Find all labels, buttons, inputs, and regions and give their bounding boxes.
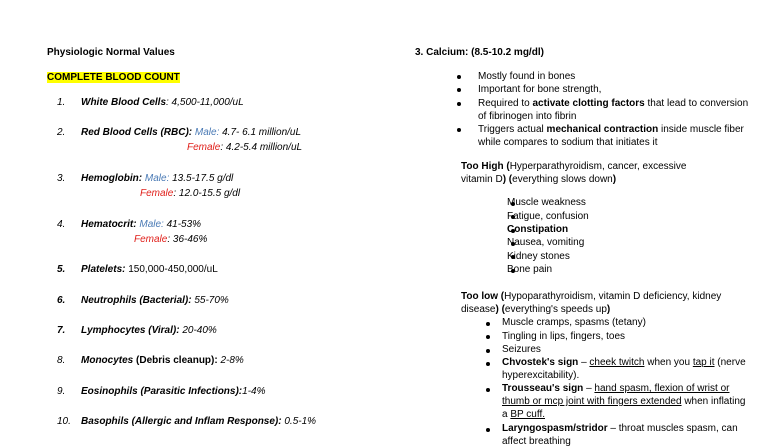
bullet-icon (486, 322, 490, 326)
item-3-number: 3. (57, 173, 66, 184)
symptom-chvostek-line-2: hyperexcitability). (502, 370, 580, 381)
too-high-causes: Hyperparathyroidism, cancer, excessive (509, 161, 687, 172)
intro-bullet-3 (478, 98, 748, 110)
text-bold: mechanical contraction (546, 124, 659, 135)
symptom-laryngospasm (502, 423, 738, 435)
text-bold: Chvostek's sign (502, 357, 579, 368)
intro-bullet-1: Mostly found in bones (478, 71, 576, 82)
item-label: Lymphocytes (Viral): (81, 325, 180, 336)
male-value: 13.5-17.5 g/dl (169, 173, 234, 184)
too-low-heading (461, 291, 721, 303)
too-low-heading-line-2 (461, 304, 610, 316)
text: – throat muscles spasm, can (607, 423, 738, 434)
cbc-heading-text: COMPLETE BLOOD COUNT (47, 72, 180, 83)
text: a (502, 409, 511, 420)
text: – (578, 357, 590, 368)
item-8-number: 8. (57, 355, 66, 366)
item-label: Eosinophils (Parasitic Infections): (81, 386, 243, 397)
item-hematocrit (81, 219, 201, 231)
item-value: 2-8% (217, 355, 244, 366)
item-value: : 4,500-11,000/uL (166, 97, 244, 108)
female-value: : 4.2-5.4 million/uL (220, 142, 303, 153)
item-value: 150,000-450,000/uL (125, 264, 218, 275)
text-bold: Laryngospasm/stridor (502, 423, 608, 434)
text-bold: activate clotting factors (532, 98, 645, 109)
symptom-trousseau-line-2 (502, 396, 745, 408)
item-hematocrit-female (134, 234, 207, 246)
text-underline: tap it (692, 357, 715, 368)
symptom-trousseau-line-3 (502, 409, 545, 421)
symptom-bone-pain: Bone pain (507, 264, 553, 275)
symptom-tingling: Tingling in lips, fingers, toes (502, 331, 626, 342)
item-hemoglobin (81, 173, 233, 185)
bullet-icon (486, 428, 490, 432)
item-hemoglobin-female (140, 188, 240, 200)
male-label: Male: (139, 219, 164, 230)
item-value: 55-70% (191, 295, 229, 306)
item-label: Monocytes (81, 355, 134, 366)
too-high-label: Too High (461, 161, 504, 172)
item-label: Red Blood Cells (RBC): (81, 127, 193, 138)
too-low-effect: everything's speeds up (504, 304, 607, 315)
item-value: 0.5-1% (281, 416, 317, 427)
female-label: Female (187, 142, 221, 153)
female-value: : 36-46% (167, 234, 208, 245)
too-high-heading (461, 161, 686, 173)
text: (nerve (714, 357, 746, 368)
intro-bullet-3-line-2: of fibrinogen into fibrin (478, 111, 577, 122)
too-high-causes-2: vitamin D (461, 174, 503, 185)
symptom-seizures: Seizures (502, 344, 541, 355)
symptom-muscle-cramps: Muscle cramps, spasms (tetany) (502, 317, 646, 328)
too-low-causes-2: disease (461, 304, 496, 315)
cbc-heading (47, 72, 180, 84)
paren: ) (612, 174, 617, 185)
paren: ( (498, 291, 505, 302)
item-2-number: 2. (57, 127, 66, 138)
item-eosinophils (81, 386, 266, 398)
female-label: Female (134, 234, 168, 245)
symptom-laryngospasm-line-2: affect breathing (502, 436, 571, 447)
bullet-icon (486, 388, 490, 392)
too-high-effect: everything slows down (512, 174, 613, 185)
item-platelets (81, 264, 218, 276)
symptom-kidney-stones: Kidney stones (507, 251, 570, 262)
item-lymphocytes (81, 325, 217, 337)
item-monocytes (81, 355, 244, 367)
item-white-blood-cells (81, 97, 244, 109)
item-6-number: 6. (57, 295, 66, 306)
paren: ) ( (502, 174, 513, 185)
item-label: Platelets: (81, 264, 126, 275)
symptom-muscle-weakness: Muscle weakness (507, 197, 586, 208)
text: when you (644, 357, 693, 368)
text-underline: cheek twitch (589, 357, 645, 368)
item-value: 20-40% (179, 325, 217, 336)
item-rbc-female (187, 142, 302, 154)
text-bold: Trousseau's sign (502, 383, 584, 394)
text-underline: thumb or mcp joint with fingers extended (502, 396, 682, 407)
paren: ) (606, 304, 611, 315)
item-4-number: 4. (57, 219, 66, 230)
male-label: Male: (144, 173, 170, 184)
item-value: 1-4% (242, 386, 266, 397)
text: Triggers actual (478, 124, 547, 135)
item-label: White Blood Cells (81, 97, 166, 108)
bullet-icon (457, 102, 461, 106)
symptom-constipation: Constipation (507, 224, 569, 235)
female-label: Female (140, 188, 174, 199)
too-low-causes: Hypoparathyroidism, vitamin D deficiency, kidney (504, 291, 722, 302)
text-underline: hand spasm, flexion of wrist or (594, 383, 730, 394)
text: Required to (478, 98, 533, 109)
bullet-icon (457, 88, 461, 92)
bullet-icon (457, 128, 461, 132)
too-low-label: Too low (461, 291, 499, 302)
item-label: Neutrophils (Bacterial): (81, 295, 192, 306)
page-title: Physiologic Normal Values (47, 47, 175, 58)
paren: ( (503, 161, 510, 172)
item-label: Basophils (Allergic and Inflam Response): (81, 416, 282, 427)
intro-bullet-4-line-2: while compares to sodium that initiates it (478, 137, 658, 148)
text: that lead to conversion (644, 98, 749, 109)
male-label: Male: (194, 127, 220, 138)
bullet-icon (486, 349, 490, 353)
calcium-heading: 3. Calcium: (8.5-10.2 mg/dl) (415, 47, 544, 58)
item-5-number: 5. (57, 264, 66, 275)
bullet-icon (457, 75, 461, 79)
item-rbc (81, 127, 301, 139)
item-9-number: 9. (57, 386, 66, 397)
item-7-number: 7. (57, 325, 66, 336)
too-high-heading-line-2 (461, 174, 616, 186)
item-1-number: 1. (57, 97, 66, 108)
text: when inflating (681, 396, 746, 407)
symptom-trousseau (502, 383, 729, 395)
item-10-number: 10. (57, 416, 71, 427)
text: inside muscle fiber (658, 124, 744, 135)
item-neutrophils (81, 295, 229, 307)
text: – (583, 383, 595, 394)
symptom-fatigue: Fatigue, confusion (507, 211, 589, 222)
male-value: 41-53% (163, 219, 202, 230)
intro-bullet-4 (478, 124, 744, 136)
symptom-chvostek (502, 357, 746, 369)
item-label: Hematocrit: (81, 219, 137, 230)
intro-bullet-2: Important for bone strength, (478, 84, 602, 95)
paren: ) ( (495, 304, 505, 315)
male-value: 4.7- 6.1 million/uL (219, 127, 302, 138)
item-label-2: (Debris cleanup): (133, 355, 218, 366)
symptom-nausea: Nausea, vomiting (507, 237, 585, 248)
item-label: Hemoglobin: (81, 173, 143, 184)
bullet-icon (486, 335, 490, 339)
bullet-icon (486, 362, 490, 366)
item-basophils (81, 416, 316, 428)
female-value: : 12.0-15.5 g/dl (173, 188, 241, 199)
text-underline: BP cuff. (510, 409, 545, 420)
